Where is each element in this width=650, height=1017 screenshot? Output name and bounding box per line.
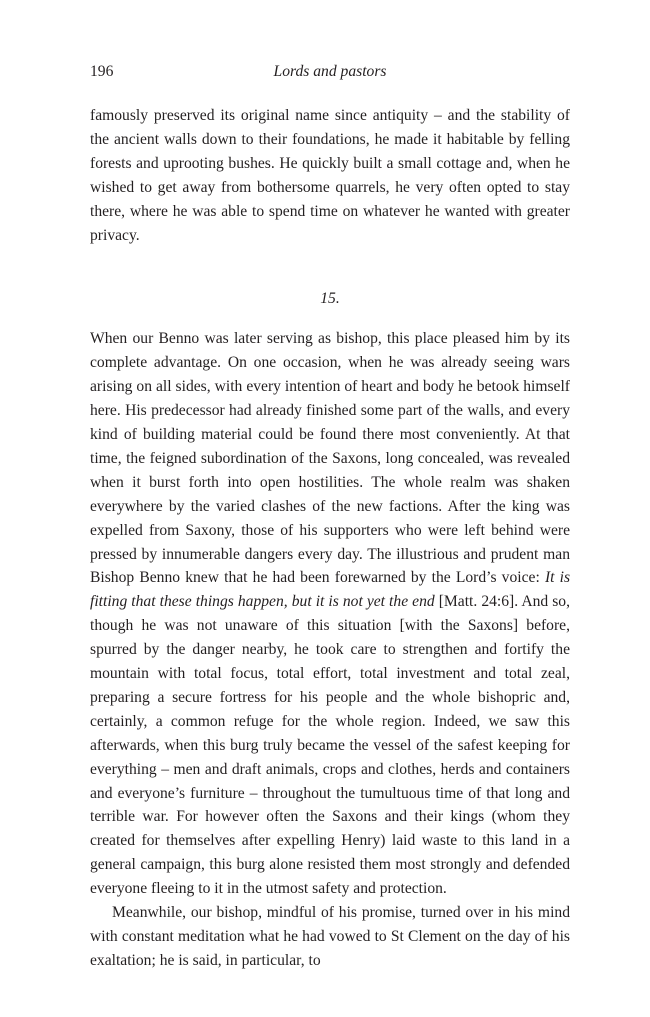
section-paragraph-1 xyxy=(90,327,570,901)
opening-text xyxy=(90,104,570,247)
section-paragraph-2: Meanwhile, our bishop, mindful of his promise, turned over in his mind with constant meditation what he had vowed to St Clement on the day of his exaltation; he is said, in particular, to xyxy=(90,904,570,969)
running-head: Lords and pastors xyxy=(273,63,387,80)
page-header xyxy=(90,60,570,84)
book-page xyxy=(90,60,570,973)
paragraph-text-after-quote: [Matt. 24:6]. And so, though he was not unaware of this situation [with the Saxons] before, spurred by the danger nearby, he took care to strengthen and fortify the mountain with total focus, total effort, total investment and total zeal, preparing a secure fortress for his people and the whole bishopric and, certainly, a common refuge for the whole region. Indeed, we saw this afterwards, when this burg truly became the vessel of the safest keeping for everything – men and draft animals, crops and clothes, herds and containers and everyone’s furniture – throughout the tumultuous time of that long and terrible war. For however often the Saxons and their kings (whom they created for themselves after expelling Henry) laid waste to this land in a general campaign, this burg alone resisted them most strongly and defended everyone fleeing to it in the utmost safety and protection. xyxy=(90,593,570,898)
page-number: 196 xyxy=(90,63,114,80)
section-number: 15. xyxy=(320,290,340,308)
scripture-quote: It is fitting that these things happen, but it is not yet the end xyxy=(90,569,571,611)
opening-paragraph: famously preserved its original name since antiquity – and the stability of the ancient walls down to their foundations, he made it habitable by felling forests and uprooting bushes. He quickly built a small cottage and, when he wished to get away from bothersome quarrels, he very often opted to stay there, where he was able to spend time on whatever he wanted with greater privacy. xyxy=(90,107,570,244)
paragraph-text-before-quote: When our Benno was later serving as bishop, this place pleased him by its complete advantage. On one occasion, when he was already seeing wars arising on all sides, with every intention of heart and body he betook himself here. His predecessor had already finished some part of the walls, and every kind of building material could be found there most conveniently. At that time, the feigned subordination of the Saxons, long concealed, was revealed when it burst forth into open hostilities. The whole realm was shaken everywhere by the varied clashes of the new factions. After the king was expelled from Saxony, those of his supporters who were left behind were pressed by innumerable dangers every day. The illustrious and prudent man Bishop Benno knew that he had been forewarned by the Lord’s voice: xyxy=(90,330,570,587)
